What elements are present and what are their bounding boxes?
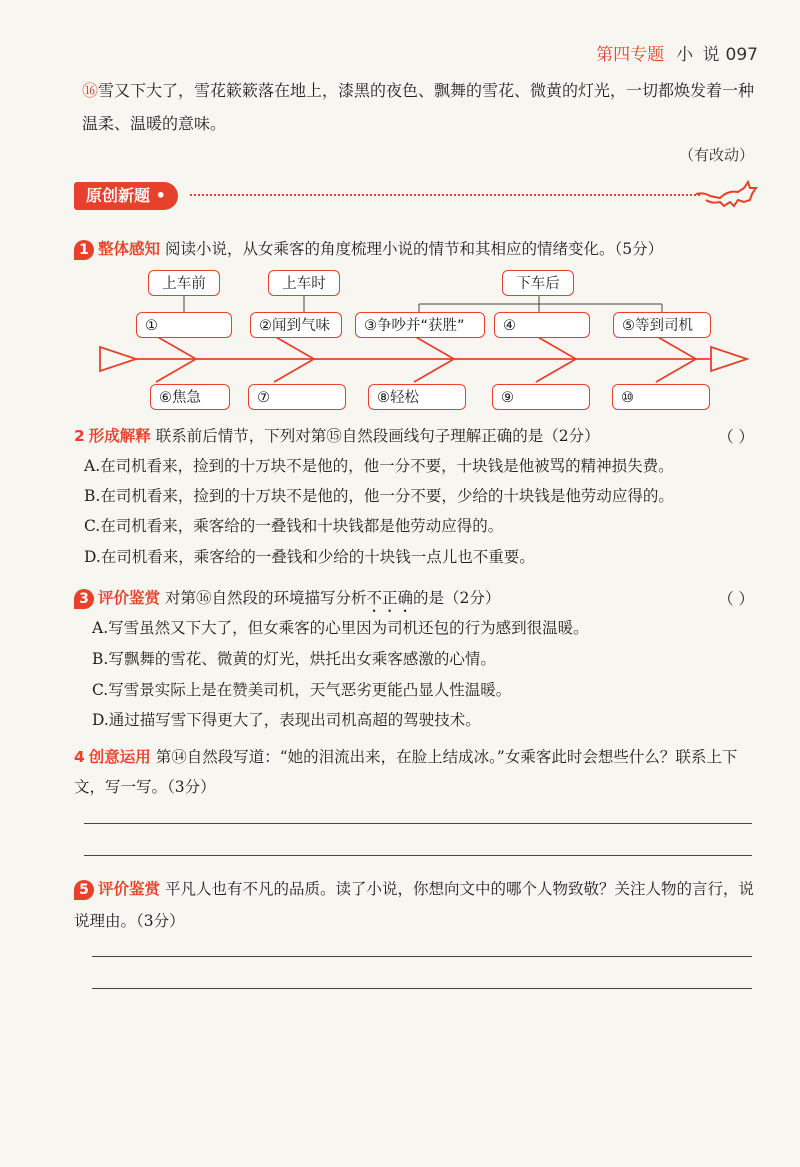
- question-text: 联系前后情节，下列对第⑮自然段画线句子理解正确的是（2分）: [155, 427, 600, 445]
- answer-paren[interactable]: （ ）: [718, 590, 754, 608]
- question-label: 形成解释: [88, 427, 151, 445]
- question-label: 创意运用: [88, 748, 151, 766]
- question-text: 对第⑯自然段的环境描写分析: [164, 589, 367, 607]
- emotion-box-7[interactable]: ⑦: [248, 384, 346, 410]
- topic-label: 第四专题: [596, 45, 665, 65]
- question-label: 整体感知: [98, 240, 161, 258]
- cat-icon: [694, 176, 758, 210]
- option-d: D.通过描写雪下得更大了，表现出司机高超的驾驶技术。: [92, 711, 481, 729]
- bone-7: [274, 359, 314, 382]
- bone-10: [656, 359, 696, 382]
- option-a: A.在司机看来，捡到的十万块不是他的，他一分不要，十块钱是他被骂的精神损失费。: [84, 457, 674, 475]
- plot-box-4[interactable]: ④: [494, 312, 590, 338]
- bone-5: [656, 336, 696, 359]
- question-number: 2: [74, 427, 85, 445]
- answer-line[interactable]: [84, 823, 752, 824]
- plot-box-1[interactable]: ①: [136, 312, 232, 338]
- bone-6: [156, 359, 196, 382]
- section-banner-label: 原创新题: [86, 186, 151, 205]
- stage-boarding: 上车时: [268, 270, 340, 296]
- option-c: C.写雪景实际上是在赞美司机，天气恶劣更能凸显人性温暖。: [92, 681, 512, 699]
- emphasized-text: 不正确: [366, 589, 413, 607]
- section-banner: [74, 182, 178, 210]
- subject-label: 小 说: [676, 45, 722, 65]
- passage-paragraph: [82, 74, 762, 140]
- page-number: 097: [725, 45, 758, 65]
- question-number-badge: 5: [74, 880, 94, 900]
- plot-box-3: ③争吵并“获胜”: [355, 312, 485, 338]
- emotion-box-6: ⑥焦急: [150, 384, 230, 410]
- dot-icon: •: [155, 186, 166, 205]
- answer-line[interactable]: [92, 956, 752, 957]
- question-label: 评价鉴赏: [98, 589, 161, 607]
- stage-before-boarding: 上车前: [148, 270, 220, 296]
- emotion-box-10[interactable]: ⑩: [612, 384, 710, 410]
- stage-after-alighting: 下车后: [502, 270, 574, 296]
- bone-3: [414, 336, 454, 359]
- question-text: 阅读小说，从女乘客的角度梳理小说的情节和其相应的情绪变化。（5分）: [164, 240, 664, 258]
- question-text-end: 的是（2分）: [412, 589, 501, 607]
- spine-head: [711, 347, 747, 371]
- bone-8: [414, 359, 454, 382]
- emotion-box-8: ⑧轻松: [368, 384, 466, 410]
- bone-2: [274, 336, 314, 359]
- bone-4: [536, 336, 576, 359]
- bone-1: [156, 336, 196, 359]
- option-b: B.在司机看来，捡到的十万块不是他的，他一分不要，少给的十块钱是他劳动应得的。: [84, 487, 674, 505]
- paragraph-text: 雪又下大了，雪花簌簌落在地上，漆黑的夜色、飘舞的雪花、微黄的灯光，一切都焕发着一种温柔、温暖的意味。: [82, 81, 755, 133]
- question-text: 平凡人也有不凡的品质。读了小说，你想向文中的哪个人物致敬？关注人物的言行，说说理由。（3分）: [74, 880, 754, 930]
- question-number: 4: [74, 748, 85, 766]
- bone-9: [536, 359, 576, 382]
- question-number-badge: 1: [74, 240, 94, 260]
- option-a: A.写雪虽然又下大了，但女乘客的心里因为司机还包的行为感到很温暖。: [92, 619, 589, 637]
- question-label: 评价鉴赏: [98, 880, 161, 898]
- question-text: 第⑭自然段写道：“她的泪流出来，在脸上结成冰。”女乘客此时会想些什么？联系上下文，写一写。（3分）: [74, 748, 738, 796]
- option-c: C.在司机看来，乘客给的一叠钱和十块钱都是他劳动应得的。: [84, 517, 504, 535]
- page-header: [596, 40, 758, 65]
- question-5: [74, 873, 758, 937]
- question-number-badge: 3: [74, 589, 94, 609]
- spine-tail: [100, 347, 136, 371]
- option-b: B.写飘舞的雪花、微黄的灯光，烘托出女乘客感激的心情。: [92, 650, 496, 668]
- plot-box-2: ②闻到气味: [250, 312, 342, 338]
- question-3: [74, 587, 694, 616]
- banner-dotted-line: [190, 194, 700, 196]
- emotion-box-9[interactable]: ⑨: [492, 384, 590, 410]
- answer-line[interactable]: [92, 988, 752, 989]
- paragraph-number: ⑯: [82, 81, 99, 100]
- question-2: [74, 425, 694, 447]
- question-1: [74, 238, 764, 260]
- answer-line[interactable]: [84, 855, 752, 856]
- plot-box-5: ⑤等到司机: [613, 312, 711, 338]
- question-4: [74, 742, 758, 802]
- answer-paren[interactable]: （ ）: [718, 428, 754, 446]
- option-d: D.在司机看来，乘客给的一叠钱和少给的十块钱一点儿也不重要。: [84, 548, 535, 566]
- source-note: （有改动）: [678, 146, 754, 164]
